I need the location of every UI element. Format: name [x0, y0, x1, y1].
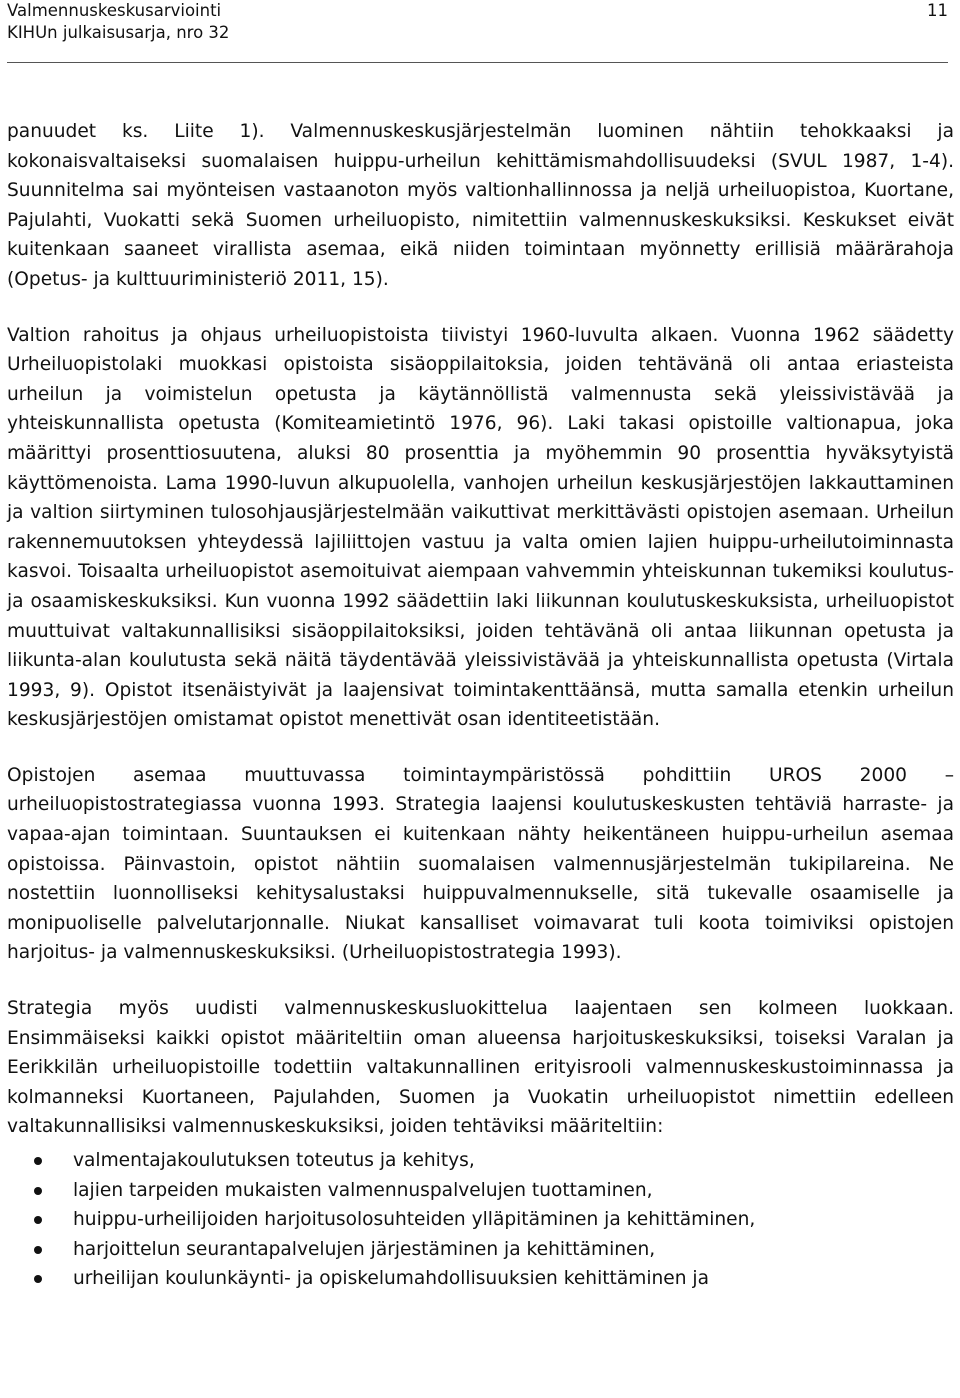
list-item	[7, 1176, 954, 1206]
list-item-text: harjoittelun seurantapalvelujen järjestäminen ja kehittäminen,	[73, 1238, 656, 1260]
paragraph-1: panuudet ks. Liite 1). Valmennuskeskusjärjestelmän luominen nähtiin tehokkaaksi ja kokonaisvaltaiseksi suomalaisen huippu-urheilun kehittämismahdollisuudeksi (SVUL 1987, 1-4). Suunnitelma sai myönteisen vastaanoton myös valtionhallinnossa ja neljä urheiluopistoa, Kuortane, Pajulahti, Vuokatti sekä Suomen urheiluopisto, nimitettiin valmennuskeskuksiksi. Keskukset eivät kuitenkaan saaneet virallista asemaa, eikä niiden toimintaan myönnetty erillisiä määrärahoja (Opetus- ja kulttuuriministeriö 2011, 15).	[7, 121, 954, 290]
list-item	[7, 1264, 954, 1294]
paragraph-2: Valtion rahoitus ja ohjaus urheiluopistoista tiivistyi 1960-luvulta alkaen. Vuonna 1962 säädetty Urheiluopistolaki muokkasi opistoista sisäoppilaitoksia, joiden tehtävänä oli antaa eriasteista urheilun ja voimistelun opetusta ja käytännöllistä valmennusta sekä yleissivistävää ja yhteiskunnallista opetusta (Komiteamietintö 1976, 96). Laki takasi opistoille valtionapua, joka määrittyi prosenttiosuutena, aluksi 80 prosenttia ja myöhemmin 90 prosenttia hyväksytyistä käyttömenoista. Lama 1990-luvun alkupuolella, vanhojen urheilun keskusjärjestöjen lakkauttaminen ja valtion siirtyminen tulosohjausjärjestelmään vaikuttivat merkittävästi opistojen asemaan. Urheilun rakennemuutoksen yhteydessä lajiliittojen vastuu ja valta omien lajien huippu-urheilutoiminnasta kasvoi. Toisaalta urheiluopistot asemoituivat aiempaan vahvemmin yhteiskunnan tukemiksi koulutus- ja osaamiskeskuksiksi. Kun vuonna 1992 säädettiin laki liikunnan koulutuskeskuksista, urheiluopistot muuttuivat valtakunnallisiksi sisäoppilaitoksiksi, joiden tehtävänä oli antaa liikunnan opetusta ja liikunta-alan koulutusta sekä näitä täydentävää yleissivistävää ja yhteiskunnallista opetusta (Virtala 1993, 9). Opistot itsenäistyivät ja laajensivat toimintakenttäänsä, mutta samalla etenkin urheilun keskusjärjestöjen omistamat opistot menettivät osan identiteetistään.	[7, 324, 954, 731]
list-item	[7, 1146, 954, 1176]
list-item-text: huippu-urheilijoiden harjoitusolosuhteiden ylläpitäminen ja kehittäminen,	[73, 1209, 756, 1231]
page-number: 11	[927, 1, 948, 20]
bullet-icon	[34, 1216, 42, 1224]
list-item-text: valmentajakoulutuksen toteutus ja kehitys,	[73, 1150, 475, 1171]
task-list	[7, 1146, 954, 1294]
publication-series: KIHUn julkaisusarja, nro 32	[7, 23, 230, 42]
bullet-icon	[34, 1157, 42, 1165]
bullet-icon	[34, 1187, 42, 1195]
body-text	[7, 117, 954, 1294]
paragraph-3: Opistojen asemaa muuttuvassa toimintaympäristössä pohdittiin UROS 2000 – urheiluopistostrategiassa vuonna 1993. Strategia laajensi koulutuskeskusten tehtäviä harraste- ja vapaa-ajan toimintaan. Suuntauksen ei kuitenkaan nähty heikentäneen huippu-urheilun asemaa opistoissa. Päinvastoin, opistot nähtiin suomalaisen valmennusjärjestelmän tukipilareina. Ne nostettiin luonnolliseksi kehitysalustaksi huippuvalmennukselle, sitä tukevalle osaamiselle ja monipuoliselle palvelutarjonnalle. Niukat kansalliset voimavarat tuli koota toimiviksi opistojen harjoitus- ja valmennuskeskuksiksi. (Urheiluopistostrategia 1993).	[7, 764, 954, 964]
list-item	[7, 1205, 954, 1235]
bullet-icon	[34, 1275, 42, 1283]
list-item-text: lajien tarpeiden mukaisten valmennuspalvelujen tuottaminen,	[73, 1179, 653, 1201]
header-titles	[7, 0, 229, 44]
list-item	[7, 1235, 954, 1265]
report-title: Valmennuskeskusarviointi	[7, 1, 222, 20]
page-header	[7, 0, 948, 63]
paragraph-4: Strategia myös uudisti valmennuskeskusluokittelua laajentaen sen kolmeen luokkaan. Ensimmäiseksi kaikki opistot määriteltiin oman alueensa harjoituskeskuksiksi, toiseksi Varalan ja Eerikkilän urheiluopistoille todettiin valtakunnallinen erityisrooli valmennuskeskustoiminnassa ja kolmanneksi Kuortaneen, Pajulahden, Suomen ja Vuokatin urheiluopistot nimettiin edelleen valtakunnallisiksi valmennuskeskuksiksi, joiden tehtäviksi määriteltiin:	[7, 998, 954, 1138]
list-item-text: urheilijan koulunkäynti- ja opiskelumahdollisuuksien kehittäminen ja	[73, 1268, 709, 1290]
bullet-icon	[34, 1246, 42, 1254]
